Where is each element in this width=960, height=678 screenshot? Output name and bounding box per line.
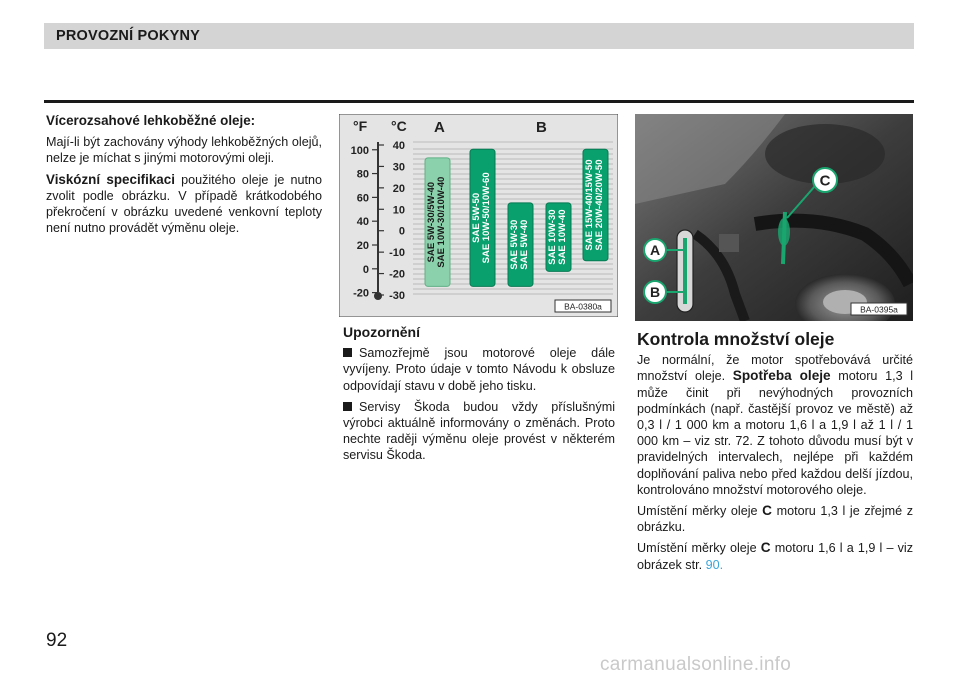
celsius-tick-label: -30 xyxy=(389,290,405,302)
dipstick-gauge-range xyxy=(683,238,687,304)
watermark: carmanualsonline.info xyxy=(600,654,792,675)
viscosity-bar-label: SAE 10W-30/10W-40 xyxy=(436,176,447,268)
viscosity-bar-label: SAE 10W-50/10W-60 xyxy=(481,172,492,264)
divider-rule xyxy=(44,100,914,103)
chart-stripe xyxy=(413,288,613,290)
viscosity-text xyxy=(46,172,322,237)
viscosity-rest: použitého oleje je nutno zvolit podle obrázku. V případě krátkodobého překročení v obrázku uvedené venkovní teploty není nutno provádět výměnu oleje. xyxy=(46,172,322,236)
viscosity-bar-label: SAE 10W-30 xyxy=(547,209,558,265)
bullet-square-icon xyxy=(343,402,352,411)
callout-b-label: B xyxy=(649,284,661,300)
oil-check-column xyxy=(637,331,913,578)
callout-a-label: A xyxy=(649,242,661,258)
fahrenheit-tick-label: 20 xyxy=(356,240,369,252)
chart-stripe xyxy=(413,148,613,150)
fahrenheit-tick-label: 40 xyxy=(356,216,369,229)
dipstick-location-13: Umístění měrky oleje C motoru 1,3 l je zřejmé z obrázku. xyxy=(637,503,914,535)
viscosity-chart-figure xyxy=(339,114,618,317)
oil-consumption-text: Je normální, že motor spotřebovává určité množství oleje. Spotřeba oleje motoru 1,3 l může činit při nevýhodných provozních podmínkách (např. častější provoz ve městě) až 0,3 l / 1 000 km a motoru 1,6 l a 1,9 l až 1 l / 1 000 km – viz str. 72. Z tohoto důvodu musí být v pravidelných intervalech, nejlépe při každém doplňování paliva nebo před každou delší jízdou, kontrolováno množství motorového oleje. xyxy=(637,353,914,497)
dipstick-loop xyxy=(778,218,790,246)
celsius-tick-label: -20 xyxy=(389,268,405,281)
dipstick-handle xyxy=(719,234,739,252)
celsius-tick-label: 30 xyxy=(392,161,405,174)
notice-bullet: Servisy Škoda budou vždy příslušnými výrobci aktuálně informovány o změnách. Proto nechte raději výměnu oleje provést v některém servisu Škoda. xyxy=(343,399,615,463)
celsius-tick-label: 40 xyxy=(392,140,405,152)
viscosity-bar-label: SAE 10W-40 xyxy=(557,209,568,265)
group-b-label: B xyxy=(536,119,547,136)
fahrenheit-tick-label: 80 xyxy=(356,168,369,181)
fahrenheit-tick-label: 60 xyxy=(356,192,369,205)
unit-celsius: °C xyxy=(391,118,407,134)
header-bar xyxy=(44,23,914,49)
figure-code: BA-0395a xyxy=(860,304,898,315)
left-column xyxy=(46,113,322,241)
viscosity-bar-label: SAE 5W-30 xyxy=(509,219,520,270)
notice-bullet: Samozřejmě jsou motorové oleje dále vyvíjeny. Proto údaje v tomto Návodu k obsluze odpovídají stavu v době jeho tisku. xyxy=(343,346,615,393)
viscosity-bar-label: SAE 5W-30/5W-40 xyxy=(426,181,437,263)
section-title: PROVOZNÍ POKYNY xyxy=(56,28,200,44)
bullet-square-icon xyxy=(343,348,352,357)
celsius-tick-label: 10 xyxy=(392,204,405,217)
celsius-tick-label: 0 xyxy=(398,225,405,238)
fahrenheit-tick-label: 0 xyxy=(362,263,369,276)
viscosity-bar-label: SAE 15W-40/15W-50 xyxy=(584,159,595,251)
viscosity-bar-label: SAE 20W-40/20W-50 xyxy=(594,159,605,251)
notice-column xyxy=(343,324,615,469)
viscosity-bar-label: SAE 5W-40 xyxy=(519,219,530,270)
multigrade-heading: Vícerozsahové lehkoběžné oleje: xyxy=(46,113,256,128)
viscosity-bold: Viskózní specifikaci xyxy=(46,171,175,187)
callout-c-label: C xyxy=(819,172,831,190)
engine-dipstick-figure xyxy=(635,114,913,321)
multigrade-text: Mají-li být zachovány výhody lehkoběžných olejů, nelze je míchat s jinými motorovými oleji. xyxy=(46,135,322,166)
page-link[interactable]: 90. xyxy=(705,557,724,572)
figure-code: BA-0380a xyxy=(564,301,602,312)
chart-stripe xyxy=(413,293,613,295)
unit-fahrenheit: °F xyxy=(353,118,368,134)
oil-check-title: Kontrola množství oleje xyxy=(637,329,835,349)
notice-title: Upozornění xyxy=(343,324,420,340)
group-a-label: A xyxy=(434,119,445,136)
page-number: 92 xyxy=(46,630,68,651)
viscosity-bar-label: SAE 5W-50 xyxy=(471,192,482,243)
celsius-tick-label: 20 xyxy=(392,182,405,195)
celsius-tick-label: -10 xyxy=(389,247,405,260)
fahrenheit-tick-label: -20 xyxy=(353,287,369,300)
dipstick-location-16-19: Umístění měrky oleje C motoru 1,6 l a 1,9 l – viz obrázek str. 90. xyxy=(637,540,914,572)
fahrenheit-tick-label: 100 xyxy=(350,144,369,157)
